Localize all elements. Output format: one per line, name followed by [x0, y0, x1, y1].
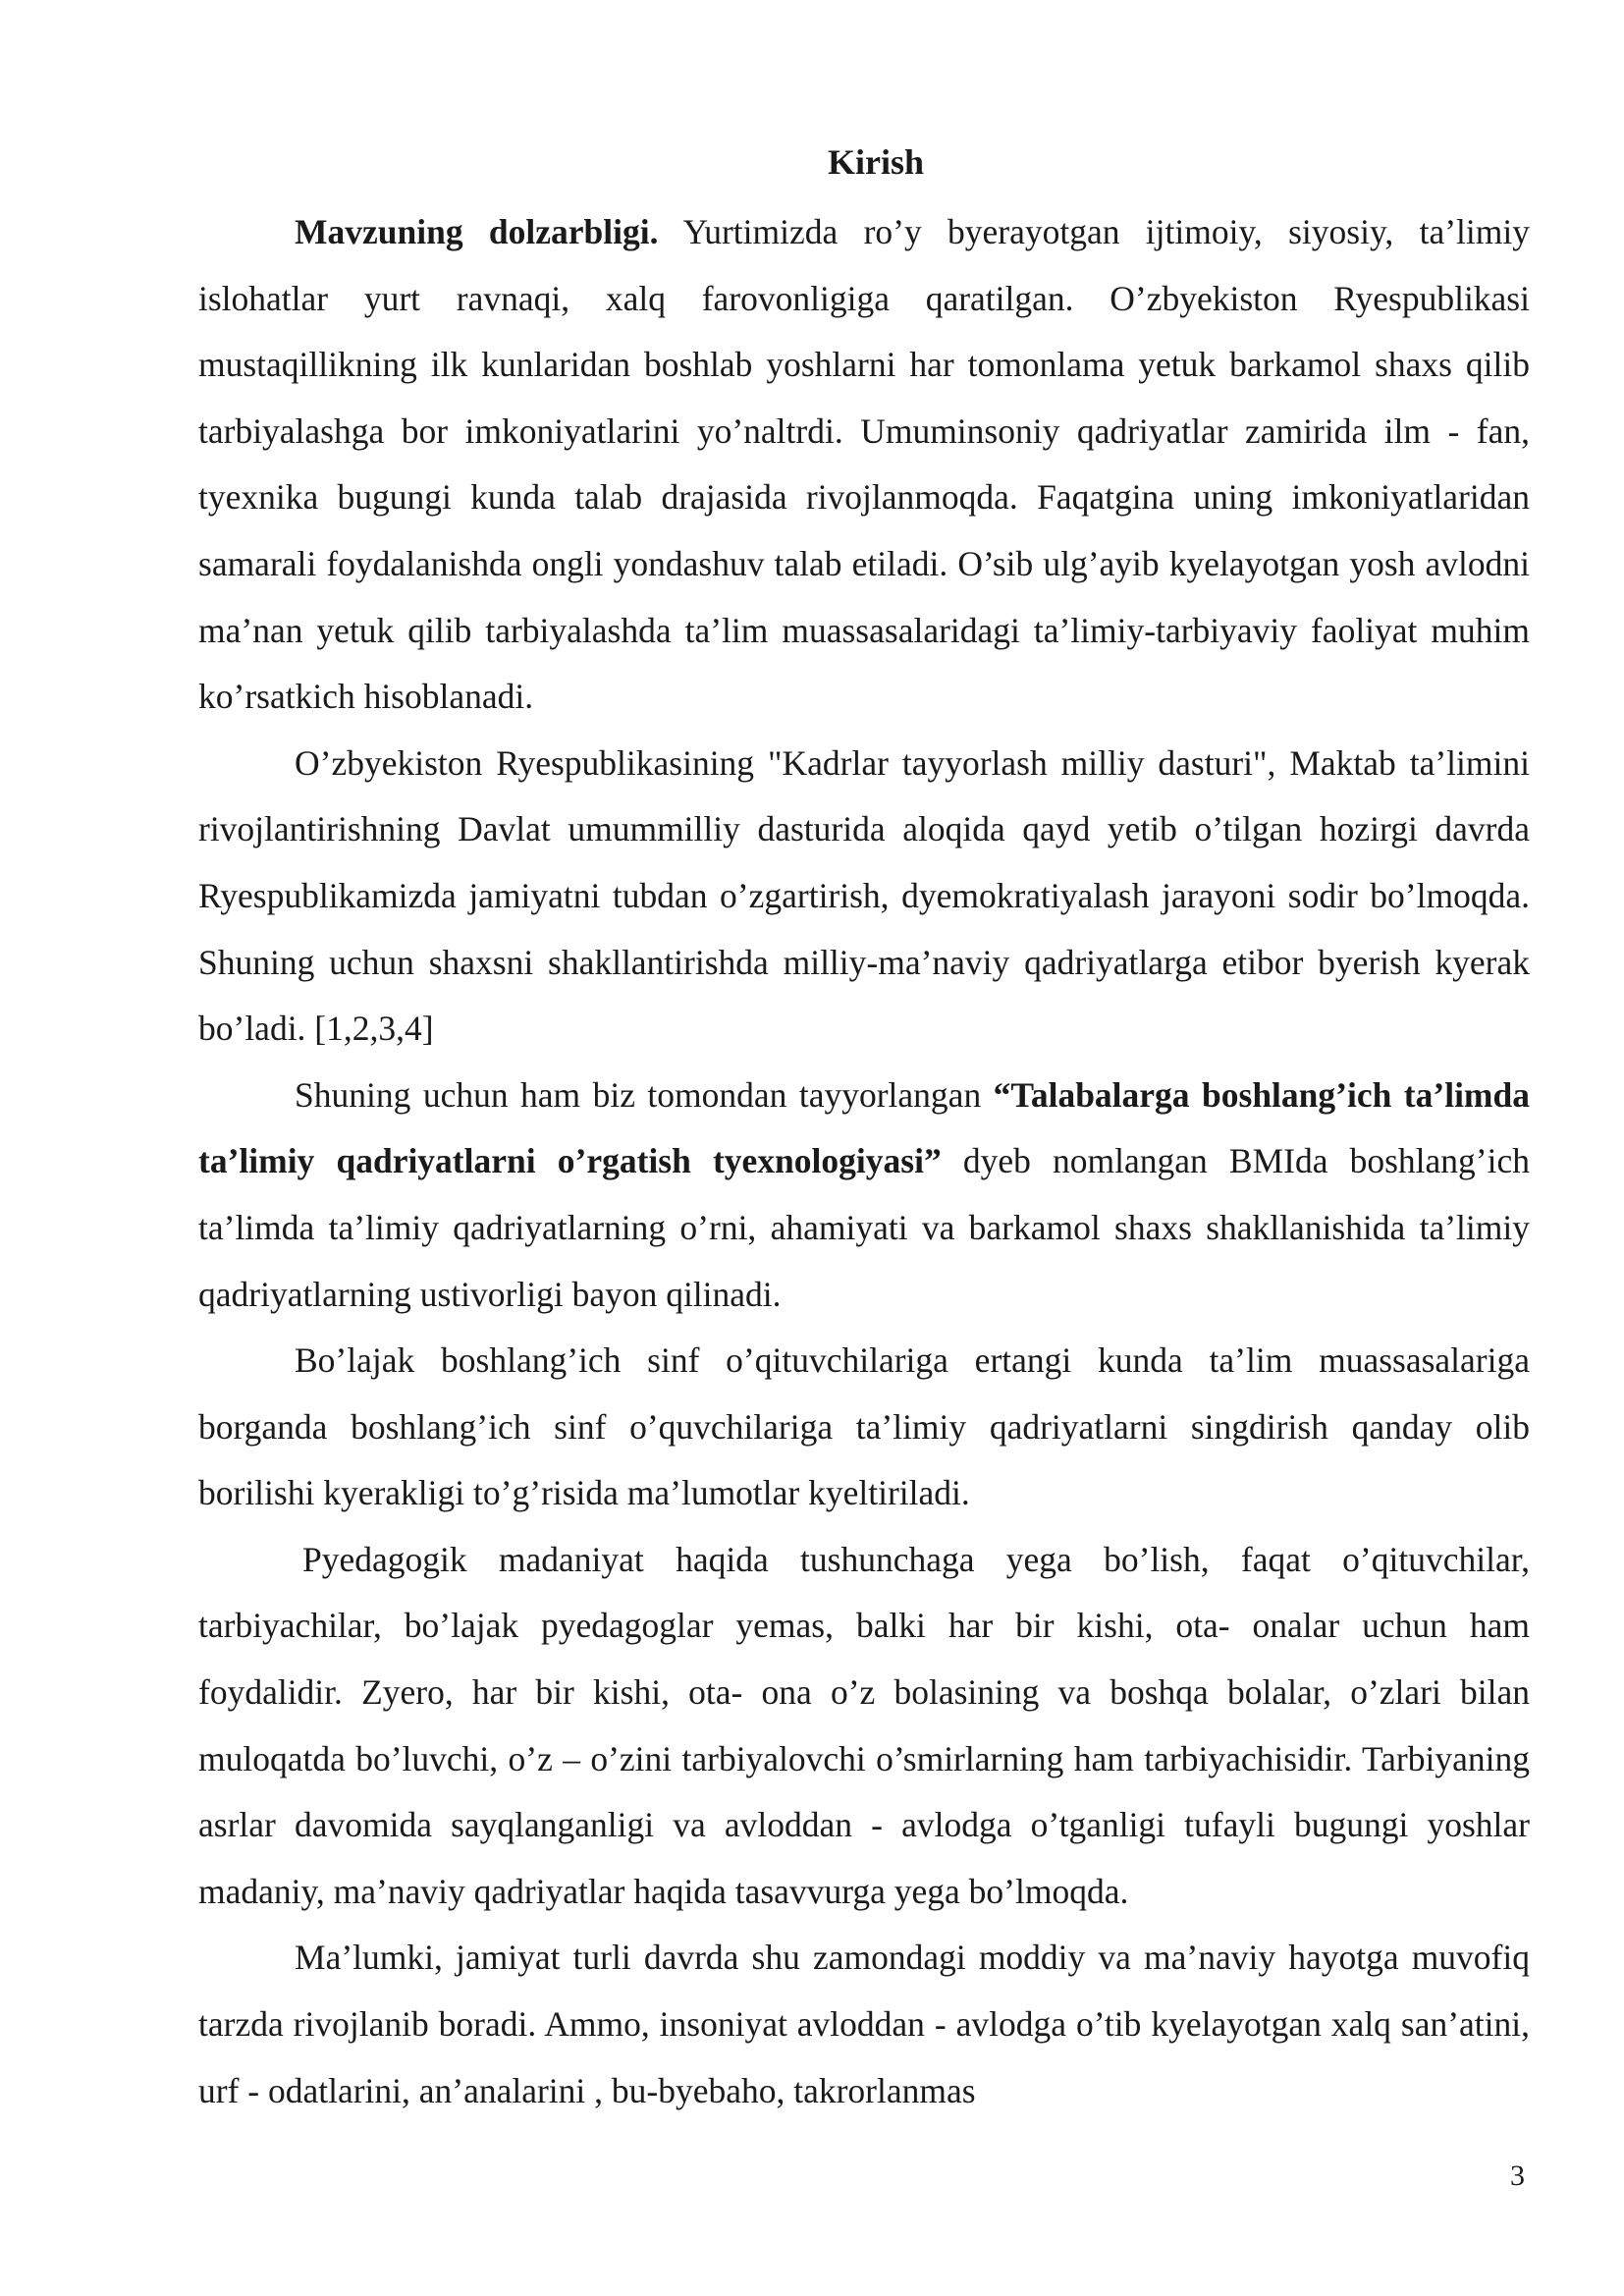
paragraph-pedagogical-culture: Pyedagogik madaniyat haqida tushunchaga yega bo’lish, faqat o’qituvchilar, tarbiyachilar, bo’lajak pyedagoglar yemas, balki har bir kishi, ota- onalar uchun ham foydalidir. Zyero, har bir kishi, ota- ona o’z bolasining va boshqa bolalar, o’zlari bilan muloqatda bo’luvchi, o’z – o’zini tarbiyalovchi o’smirlarning ham tarbiyachisidir. Tarbiyaning asrlar davomida sayqlanganligi va avloddan - avlodga o’tganligi tufayli bugungi yoshlar madaniy, ma’naviy qadriyatlar haqida tasavvurga yega bo’lmoqda. [198, 1539, 1530, 1911]
section-title: Kirish [827, 142, 924, 182]
paragraph-text: Shuning uchun ham biz tomondan tayyorlangan [295, 1074, 994, 1115]
course-title: “Talabalarga boshlang’ich ta’limda ta’limiy qadriyatlarni o’rgatish tyexnologiyasi” [198, 1074, 1530, 1181]
paragraph-relevance [198, 199, 1530, 731]
paragraph-text: dyeb nomlangan BMIda boshlang’ich ta’limda ta’limiy qadriyatlarning o’rni, ahamiyati va barkamol shaxs shakllanishida ta’limiy qadriyatlarning ustivorligi bayon qilinadi. [198, 1141, 1530, 1314]
document-page [198, 133, 1530, 2124]
paragraph-program: O’zbyekiston Ryespublikasining "Kadrlar tayyorlash milliy dasturi", Maktab ta’limini rivojlantirishning Davlat umummilliy dasturida aloqida qayd yetib o’tilgan hozirgi davrda Ryespublikamizda jamiyatni tubdan o’zgartirish, dyemokratiyalash jarayoni sodir bo’lmoqda. Shuning uchun shaxsni shakllantirishda milliy-ma’naviy qadriyatlarga etibor byerish kyerak bo’ladi. [1,2,3,4] [198, 742, 1530, 1049]
paragraph-course-title [198, 1063, 1530, 1328]
paragraph-text: Yurtimizda ro’y byerayotgan ijtimoiy, siyosiy, ta’limiy islohatlar yurt ravnaqi, xalq farovonligiga qaratilgan. O’zbyekiston Ryespublikasi mustaqillikning ilk kunlaridan boshlab yoshlarni har tomonlama yetuk barkamol shaxs qilib tarbiyalashga bor imkoniyatlarini yo’naltrdi. Umuminsoniy qadriyatlar zamirida ilm - fan, tyexnika bugungi kunda talab drajasida rivojlanmoqda. Faqatgina uning imkoniyatlaridan samarali foydalanishda ongli yondashuv talab etiladi. O’sib ulg’ayib kyelayotgan yosh avlodni ma’nan yetuk qilib tarbiyalashda ta’lim muassasalaridagi ta’limiy-tarbiyaviy faoliyat muhim ko’rsatkich hisoblanadi. [198, 212, 1531, 717]
paragraph-future-teachers: Bo’lajak boshlang’ich sinf o’qituvchilariga ertangi kunda ta’lim muassasalariga borganda boshlang’ich sinf o’quvchilariga ta’limiy qadriyatlarni singdirish qanday olib borilishi kyerakligi to’g’risida ma’lumotlar kyeltiriladi. [198, 1340, 1530, 1513]
page-number: 3 [1510, 2159, 1525, 2192]
relevance-heading: Mavzuning dolzarbligi. [295, 212, 659, 251]
paragraph-society: Ma’lumki, jamiyat turli davrda shu zamondagi moddiy va ma’naviy hayotga muvofiq tarzda rivojlanib boradi. Ammo, insoniyat avloddan - avlodga o’tib kyelayotgan xalq san’atini, urf - odatlarini, an’analarini , bu-byebaho, takrorlanmas [198, 1938, 1530, 2110]
